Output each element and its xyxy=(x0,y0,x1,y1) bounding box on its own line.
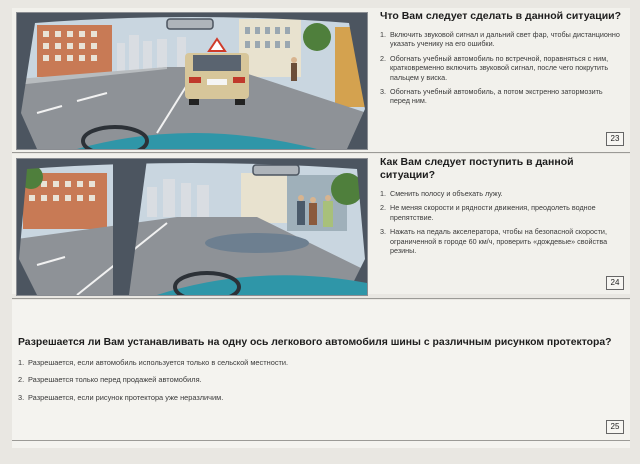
illustration-puddle xyxy=(16,158,368,296)
question-24-block xyxy=(12,154,630,294)
answer-option[interactable]: 3. Нажать на педаль акселератора, чтобы на безопасной скорости, ограниченной в городе 60 км/ч, проверить «дождевые» свойства резины. xyxy=(380,227,608,256)
page-number: 24 xyxy=(606,276,624,290)
divider xyxy=(12,298,630,299)
answer-option[interactable]: 2. Обогнать учебный автомобиль по встречной, поравняться с ним, кратковременно включить звуковой сигнал, после чего покрутить пальцем у виска. xyxy=(380,53,609,82)
page-number: 25 xyxy=(606,420,624,434)
page-number: 23 xyxy=(606,132,624,146)
question-25-block xyxy=(12,300,630,448)
question-25-title: Разрешается ли Вам устанавливать на одну ось легкового автомобиля шины с различным рисунком протектора? xyxy=(18,337,612,348)
answer-option[interactable]: 2. Не меняя скорости и рядности движения, преодолеть водное препятствие. xyxy=(380,203,596,222)
answer-option[interactable]: 1. Разрешается, если автомобиль используется только в сельской местности. xyxy=(18,358,289,367)
divider xyxy=(12,152,630,153)
answer-option[interactable]: 3. Разрешается, если рисунок протектора уже неразличим. xyxy=(18,392,224,402)
divider xyxy=(12,440,630,441)
question-23-block xyxy=(12,8,630,152)
answer-option[interactable]: 2. Разрешается только перед продажей автомобиля. xyxy=(18,375,202,385)
illustration-learner-car xyxy=(16,12,368,150)
answer-option[interactable]: 3. Обогнать учебный автомобиль, а потом экстренно затормозить перед ним. xyxy=(380,87,603,106)
question-24-title: Как Вам следует поступить в данной ситуации? xyxy=(380,156,574,181)
question-23-title: Что Вам следует сделать в данной ситуации? xyxy=(380,10,622,22)
answer-option[interactable]: 1. Сменить полосу и объехать лужу. xyxy=(380,189,503,198)
answer-option[interactable]: 1. Включить звуковой сигнал и дальний свет фар, чтобы дистанционно указать ученику на его ошибки. xyxy=(380,30,620,49)
